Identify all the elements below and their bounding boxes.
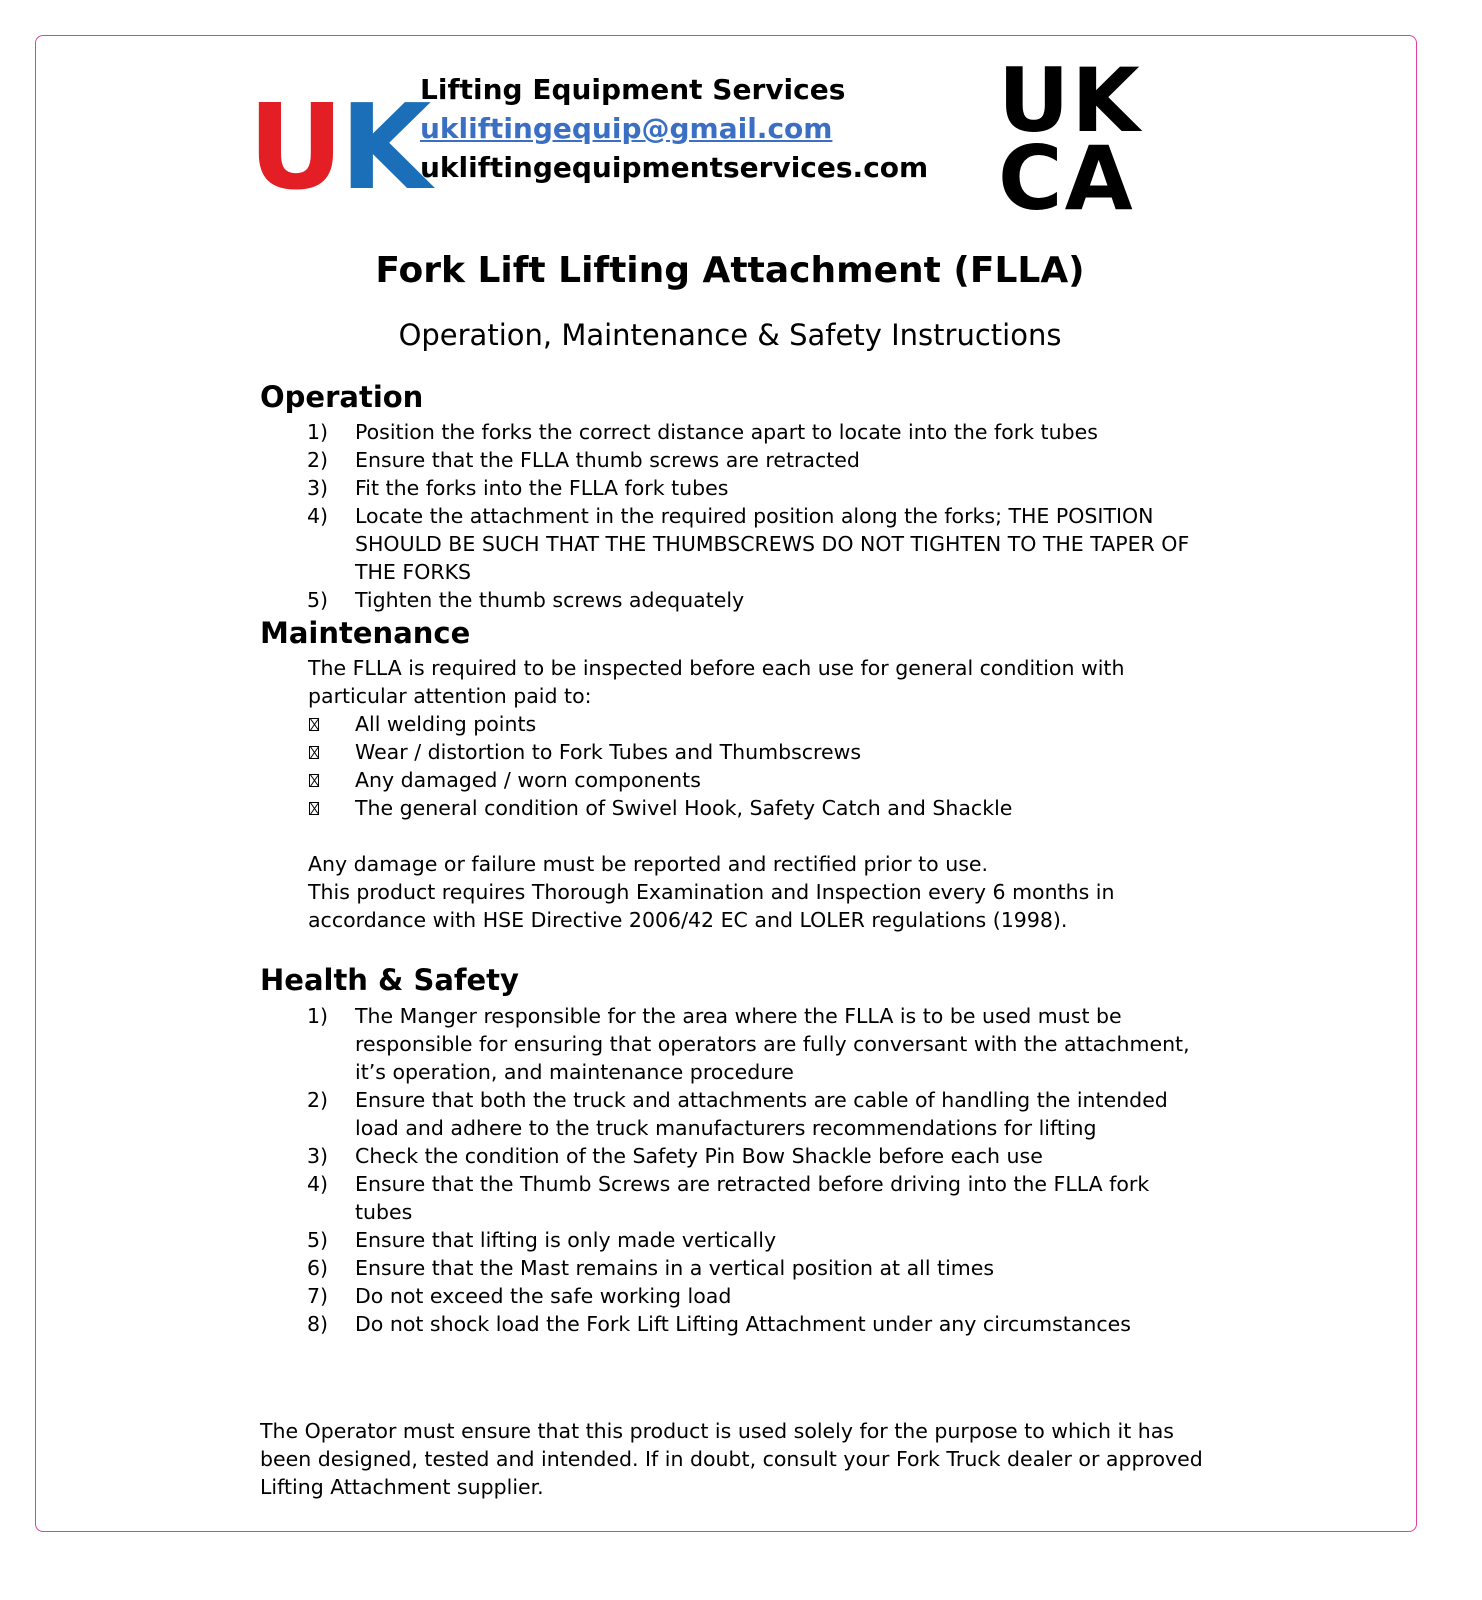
list-item-number: 4) (307, 1172, 329, 1196)
list-item (307, 1002, 1195, 1086)
list-item (307, 738, 1195, 766)
email-link[interactable]: ukliftingequip@gmail.com (420, 112, 833, 145)
list-item-text: Ensure that the Mast remains in a vertical position at all times (355, 1256, 995, 1280)
box-x-icon (309, 774, 319, 787)
checkbox-bullet-icon (307, 794, 355, 822)
list-item-text: Wear / distortion to Fork Tubes and Thumbscrews (355, 740, 862, 764)
list-item-number: 8) (307, 1312, 329, 1336)
list-item-text: Check the condition of the Safety Pin Bow Shackle before each use (355, 1144, 1043, 1168)
list-item (307, 502, 1195, 586)
list-item (307, 1142, 1195, 1170)
company-name: Lifting Equipment Services (420, 73, 846, 106)
document-title: Fork Lift Lifting Attachment (FLLA) (375, 250, 1085, 291)
company-info (420, 70, 928, 187)
list-item-text: Do not exceed the safe working load (355, 1284, 732, 1308)
maintenance-note-1: Any damage or failure must be reported and rectified prior to use. (308, 852, 989, 876)
checkbox-bullet-icon (307, 710, 355, 738)
list-item-number: 5) (307, 1228, 329, 1252)
list-item (307, 766, 1195, 794)
ukca-mark (998, 49, 1158, 230)
box-x-icon (309, 802, 319, 815)
maintenance-note (308, 850, 1188, 934)
list-item-text: Ensure that the Thumb Screws are retracted before driving into the FLLA fork tubes (355, 1172, 1150, 1224)
footer-note: The Operator must ensure that this product is used solely for the purpose to which it has been designed, tested and intended. If in doubt, consult your Fork Truck dealer or approved Lifting Attachment supplier. (260, 1419, 1203, 1499)
list-item-text: Tighten the thumb screws adequately (355, 588, 745, 612)
maintenance-heading: Maintenance (260, 616, 471, 650)
uk-logo (248, 78, 428, 216)
list-item (307, 1310, 1195, 1338)
list-item-text: Ensure that both the truck and attachments are cable of handling the intended load and adhere to the truck manufacturers recommendations for lifting (355, 1088, 1168, 1140)
maintenance-bullets (307, 710, 1195, 822)
logo-letter-u: U (248, 78, 340, 216)
list-item (307, 474, 1195, 502)
list-item-text: Ensure that the FLLA thumb screws are retracted (355, 448, 860, 472)
list-item-number: 7) (307, 1284, 329, 1308)
list-item-text: All welding points (355, 712, 537, 736)
list-item-text: The Manger responsible for the area where the FLLA is to be used must be responsible for ensuring that operators are fully conversant with the attachment, it’s operation, and maintenance procedure (355, 1004, 1190, 1084)
checkbox-bullet-icon (307, 738, 355, 766)
list-item-number: 1) (307, 420, 329, 444)
list-item (307, 1170, 1195, 1226)
list-item-number: 4) (307, 504, 329, 528)
list-item (307, 586, 1195, 614)
list-item-number: 3) (307, 1144, 329, 1168)
checkbox-bullet-icon (307, 766, 355, 794)
list-item (307, 1282, 1195, 1310)
list-item (307, 418, 1195, 446)
maintenance-note-2: This product requires Thorough Examination and Inspection every 6 months in accordance with HSE Directive 2006/42 EC and LOLER regulations (1998). (308, 880, 1115, 932)
list-item (307, 1226, 1195, 1254)
operation-list (307, 418, 1195, 614)
document-subtitle: Operation, Maintenance & Safety Instructions (398, 318, 1062, 352)
list-item-text: Do not shock load the Fork Lift Lifting Attachment under any circumstances (355, 1312, 1131, 1336)
list-item-number: 2) (307, 448, 329, 472)
list-item-text: Ensure that lifting is only made vertically (355, 1228, 777, 1252)
list-item (307, 794, 1195, 822)
list-item-text: Locate the attachment in the required position along the forks; THE POSITION SHOULD BE SUCH THAT THE THUMBSCREWS DO NOT TIGHTEN TO THE TAPER OF THE FORKS (355, 504, 1190, 584)
list-item-number: 5) (307, 588, 329, 612)
logo-letter-k: K (339, 78, 428, 216)
list-item (307, 1254, 1195, 1282)
list-item-text: The general condition of Swivel Hook, Safety Catch and Shackle (355, 796, 1013, 820)
list-item (307, 710, 1195, 738)
website: ukliftingequipmentservices.com (420, 151, 929, 184)
list-item-text: Any damaged / worn components (355, 768, 701, 792)
operation-heading: Operation (260, 380, 424, 414)
ukca-line1: UK (998, 49, 1142, 152)
list-item-text: Fit the forks into the FLLA fork tubes (355, 476, 729, 500)
ukca-line2: CA (998, 127, 1135, 230)
list-item (307, 1086, 1195, 1142)
maintenance-intro: The FLLA is required to be inspected before each use for general condition with particular attention paid to: (308, 656, 1125, 708)
box-x-icon (309, 746, 319, 759)
list-item (307, 446, 1195, 474)
list-item-number: 1) (307, 1004, 329, 1028)
list-item-number: 2) (307, 1088, 329, 1112)
list-item-number: 6) (307, 1256, 329, 1280)
health-safety-heading: Health & Safety (260, 963, 519, 997)
list-item-text: Position the forks the correct distance apart to locate into the fork tubes (355, 420, 1098, 444)
list-item-number: 3) (307, 476, 329, 500)
health-safety-list (307, 1002, 1195, 1338)
box-x-icon (309, 718, 319, 731)
